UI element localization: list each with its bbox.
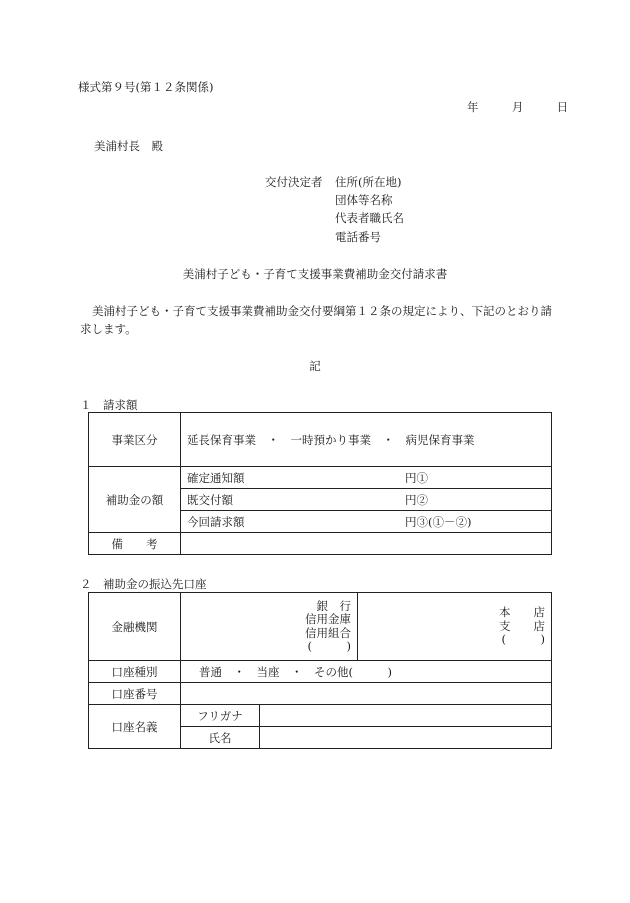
branch-type-branch: 支 店 <box>499 618 545 633</box>
branch-name-field[interactable] <box>358 593 552 661</box>
bank-account-table <box>88 592 552 749</box>
account-number-label: 口座番号 <box>89 683 181 705</box>
request-amount-row[interactable] <box>181 511 552 533</box>
paid-amount-unit: 円② <box>405 492 428 507</box>
applicant-organization: 団体等名称 <box>335 193 393 207</box>
date-year: 年 <box>467 100 479 114</box>
bank-type-shinkin: 信用金庫 <box>305 612 351 626</box>
remarks-label: 備 考 <box>89 533 181 555</box>
applicant-address: 住所(所在地) <box>335 175 402 189</box>
confirmed-amount-label: 確定通知額 <box>187 470 245 485</box>
body-text-line2: 求します。 <box>80 322 137 336</box>
paid-amount-label: 既交付額 <box>187 492 233 507</box>
amount-label: 補助金の額 <box>89 467 181 533</box>
institution-label: 金融機関 <box>89 593 181 661</box>
date-month: 月 <box>511 100 524 114</box>
category-options[interactable]: 延長保育事業 ・ 一時預かり事業 ・ 病児保育事業 <box>181 413 552 467</box>
section2-heading: ２ 補助金の振込先口座 <box>80 577 207 591</box>
bank-type-bank: 銀 行 <box>316 598 351 613</box>
holder-name-label: 氏名 <box>181 727 260 749</box>
holder-name-field[interactable] <box>260 727 552 749</box>
ki-heading: 記 <box>309 359 321 373</box>
body-text-line1: 美浦村子ども・子育て支援事業費補助金交付要綱第１２条の規定により、下記のとおり請 <box>92 304 552 318</box>
request-amount-unit: 円③(①－②) <box>405 514 472 529</box>
account-type-label: 口座種別 <box>89 661 181 683</box>
date-line <box>467 100 568 114</box>
branch-type-head: 本 店 <box>499 605 545 620</box>
account-type-options[interactable]: 普通 ・ 当座 ・ その他( ) <box>181 661 552 683</box>
institution-name-field[interactable] <box>181 593 358 661</box>
addressee: 美浦村長 殿 <box>94 139 163 153</box>
branch-type-other: ( ) <box>501 632 545 647</box>
bank-type-credit-union: 信用組合 <box>305 625 351 640</box>
applicant-phone: 電話番号 <box>335 230 381 244</box>
furigana-label: フリガナ <box>181 705 260 727</box>
account-number-field[interactable] <box>181 683 552 705</box>
remarks-field[interactable] <box>181 533 552 555</box>
account-name-label: 口座名義 <box>89 705 181 749</box>
document-title: 美浦村子ども・子育て支援事業費補助金交付請求書 <box>182 267 448 281</box>
request-amount-table <box>88 412 552 555</box>
applicant-title: 交付決定者 <box>265 175 323 189</box>
confirmed-amount-unit: 円① <box>405 470 428 485</box>
category-label: 事業区分 <box>89 413 181 467</box>
bank-type-other: ( ) <box>307 639 351 653</box>
furigana-field[interactable] <box>260 705 552 727</box>
date-day: 日 <box>556 100 569 114</box>
request-amount-label: 今回請求額 <box>187 514 245 529</box>
applicant-representative: 代表者職氏名 <box>335 211 404 225</box>
paid-amount-row[interactable] <box>181 489 552 511</box>
form-number: 様式第９号(第１２条関係) <box>78 80 214 94</box>
confirmed-amount-row[interactable] <box>181 467 552 489</box>
section1-heading: １ 請求額 <box>80 398 138 412</box>
